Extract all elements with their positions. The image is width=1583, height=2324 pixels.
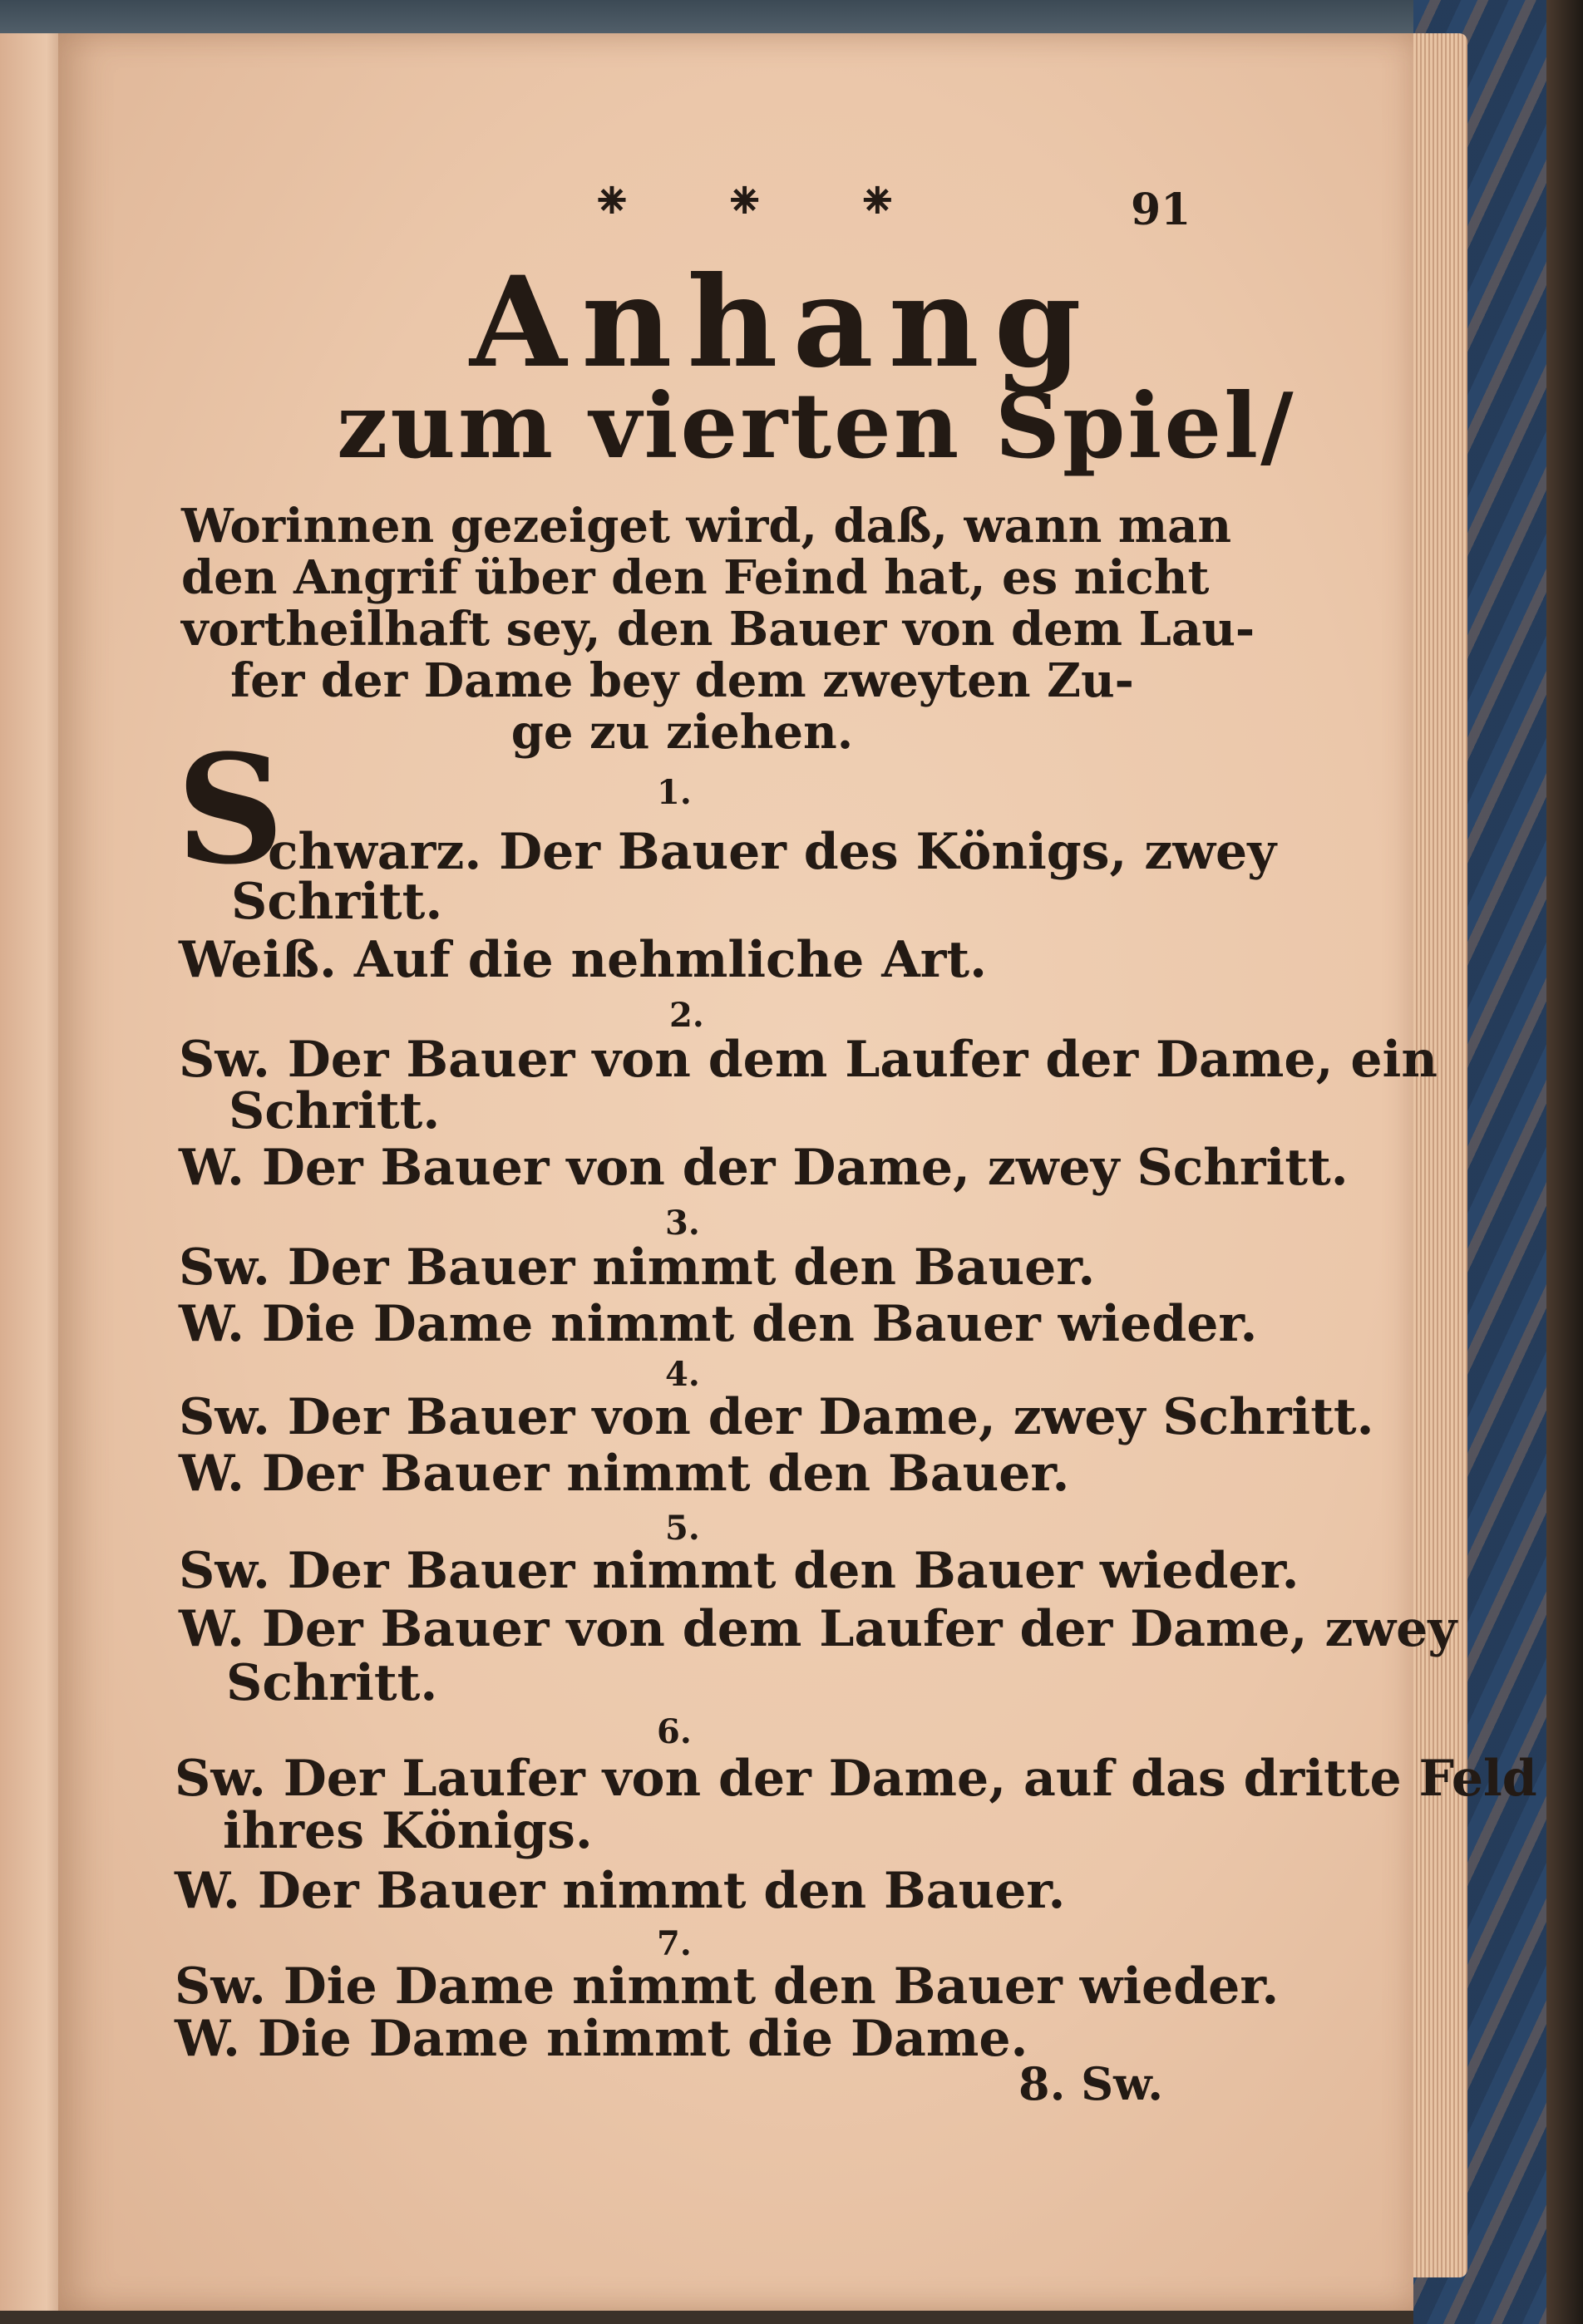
move-line: Weiß. Auf die nehmliche Art.: [179, 931, 987, 989]
description-line: vortheilhaft sey, den Bauer von dem Lau-: [181, 602, 1255, 657]
move-line: ihres Königs.: [223, 1802, 593, 1860]
move-line: Sw. Der Laufer von der Dame, auf das dritte Feld: [175, 1750, 1537, 1808]
move-line: W. Der Bauer von dem Laufer der Dame, zwey: [179, 1600, 1457, 1658]
move-line: Schritt.: [226, 1654, 438, 1712]
catchword: 8. Sw.: [1018, 2057, 1164, 2110]
move-number: 7.: [657, 1924, 692, 1963]
facing-page-edge: [0, 33, 67, 2311]
move-number: 1.: [657, 773, 692, 812]
drop-cap: S: [176, 722, 284, 898]
move-number: 4.: [665, 1355, 700, 1394]
move-number: 6.: [657, 1712, 692, 1751]
description-line: fer der Dame bey dem zweyten Zu-: [230, 653, 1134, 708]
move-line: W. Der Bauer nimmt den Bauer.: [175, 1862, 1066, 1920]
move-line: Sw. Der Bauer nimmt den Bauer.: [179, 1238, 1096, 1297]
page-block-edges: [1405, 33, 1467, 2277]
description-line: Worinnen gezeiget wird, daß, wann man: [181, 499, 1232, 554]
move-number: 5.: [665, 1509, 700, 1548]
move-number: 3.: [665, 1204, 700, 1243]
move-line: Sw. Der Bauer nimmt den Bauer wieder.: [179, 1542, 1299, 1600]
move-line: Schritt.: [231, 873, 443, 931]
move-line: chwarz. Der Bauer des Königs, zwey: [268, 823, 1277, 881]
move-line: W. Der Bauer nimmt den Bauer.: [179, 1445, 1070, 1503]
move-line: W. Die Dame nimmt den Bauer wieder.: [179, 1295, 1258, 1353]
book-edge-shadow: [1546, 0, 1583, 2324]
move-number: 2.: [669, 996, 704, 1035]
description-line: ge zu ziehen.: [510, 705, 854, 760]
page-number: 91: [1131, 185, 1191, 235]
page-subtitle: zum vierten Spiel/: [337, 374, 1296, 479]
move-line: W. Der Bauer von der Dame, zwey Schritt.: [179, 1139, 1349, 1197]
page-title: Anhang: [470, 249, 1097, 396]
move-line: Sw. Der Bauer von dem Laufer der Dame, ein: [179, 1031, 1438, 1089]
move-line: Sw. Die Dame nimmt den Bauer wieder.: [175, 1957, 1280, 2016]
header-ornament: ⁕ ⁕ ⁕: [590, 170, 936, 231]
move-line: Sw. Der Bauer von der Dame, zwey Schritt.: [179, 1388, 1374, 1446]
move-line: W. Die Dame nimmt die Dame.: [175, 2010, 1028, 2068]
description-line: den Angrif über den Feind hat, es nicht: [181, 550, 1210, 605]
move-line: Schritt.: [229, 1082, 441, 1140]
